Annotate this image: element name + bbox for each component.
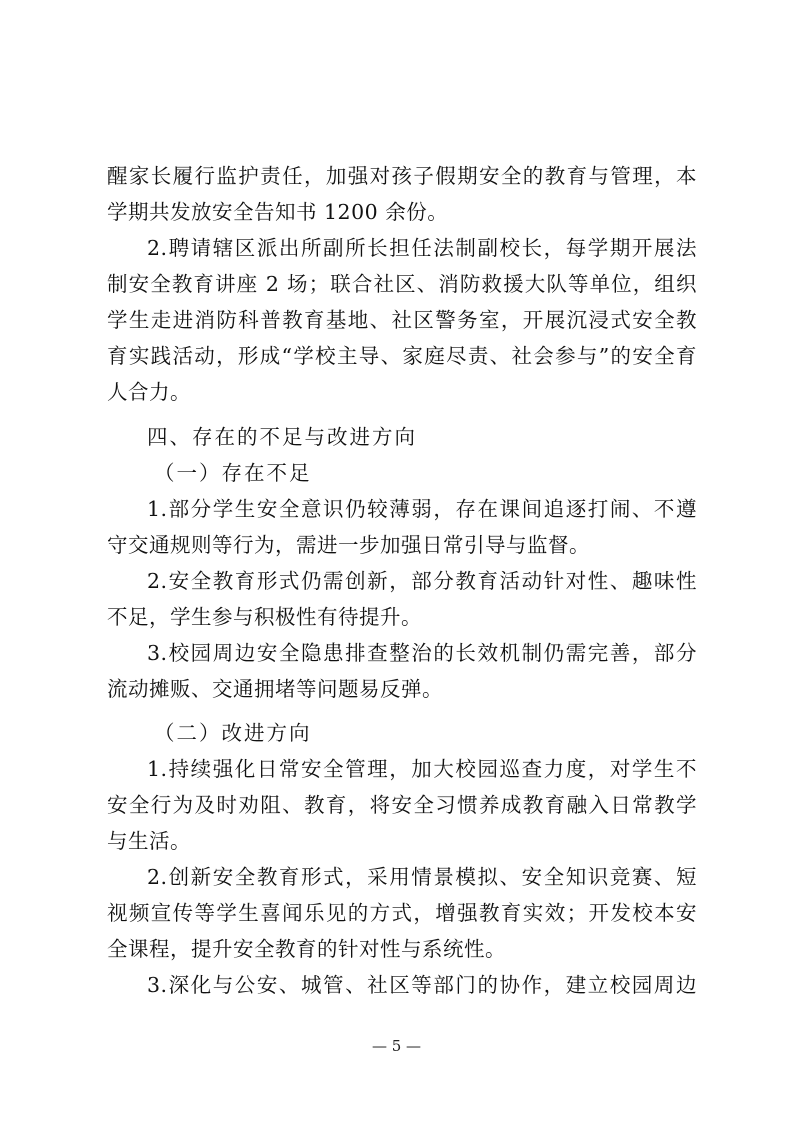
text-line: 2.创新安全教育形式，采用情景模拟、安全知识竞赛、短 xyxy=(147,865,697,889)
text-line: 视频宣传等学生喜闻乐见的方式，增强教育实效；开发校本安 xyxy=(107,901,697,925)
text-line: 学生走进消防科普教育基地、社区警务室，开展沉浸式安全教 xyxy=(107,308,697,332)
text-line: 醒家长履行监护责任，加强对孩子假期安全的教育与管理，本 xyxy=(107,164,697,188)
page-number: — 5 — xyxy=(371,1037,422,1055)
text-line: 安全行为及时劝阻、教育，将安全习惯养成教育融入日常教学 xyxy=(107,793,697,817)
text-line: 全课程，提升安全教育的针对性与系统性。 xyxy=(107,937,506,961)
text-line: 制安全教育讲座 2 场；联合社区、消防救援大队等单位，组织 xyxy=(107,272,697,296)
text-line: 不足，学生参与积极性有待提升。 xyxy=(107,605,422,629)
text-line: 守交通规则等行为，需进一步加强日常引导与监督。 xyxy=(107,533,590,557)
text-line: 2.聘请辖区派出所副所长担任法制副校长，每学期开展法 xyxy=(147,236,697,260)
text-line: 3.深化与公安、城管、社区等部门的协作，建立校园周边 xyxy=(147,973,697,997)
subsection-heading: （二）改进方向 xyxy=(154,721,312,745)
subsection-heading: （一）存在不足 xyxy=(154,461,312,485)
text-line: 1.持续强化日常安全管理，加大校园巡查力度，对学生不 xyxy=(147,757,697,781)
text-line: 3.校园周边安全隐患排查整治的长效机制仍需完善，部分 xyxy=(147,641,697,665)
section-heading: 四、存在的不足与改进方向 xyxy=(147,425,417,449)
text-line: 育实践活动，形成“学校主导、家庭尽责、社会参与”的安全育 xyxy=(107,344,697,368)
text-line: 与生活。 xyxy=(107,829,191,853)
text-line: 学期共发放安全告知书 1200 余份。 xyxy=(107,200,449,224)
text-line: 人合力。 xyxy=(107,380,191,404)
text-line: 1.部分学生安全意识仍较薄弱，存在课间追逐打闹、不遵 xyxy=(147,497,697,521)
text-line: 2.安全教育形式仍需创新，部分教育活动针对性、趣味性 xyxy=(147,569,697,593)
text-line: 流动摊贩、交通拥堵等问题易反弹。 xyxy=(107,677,443,701)
